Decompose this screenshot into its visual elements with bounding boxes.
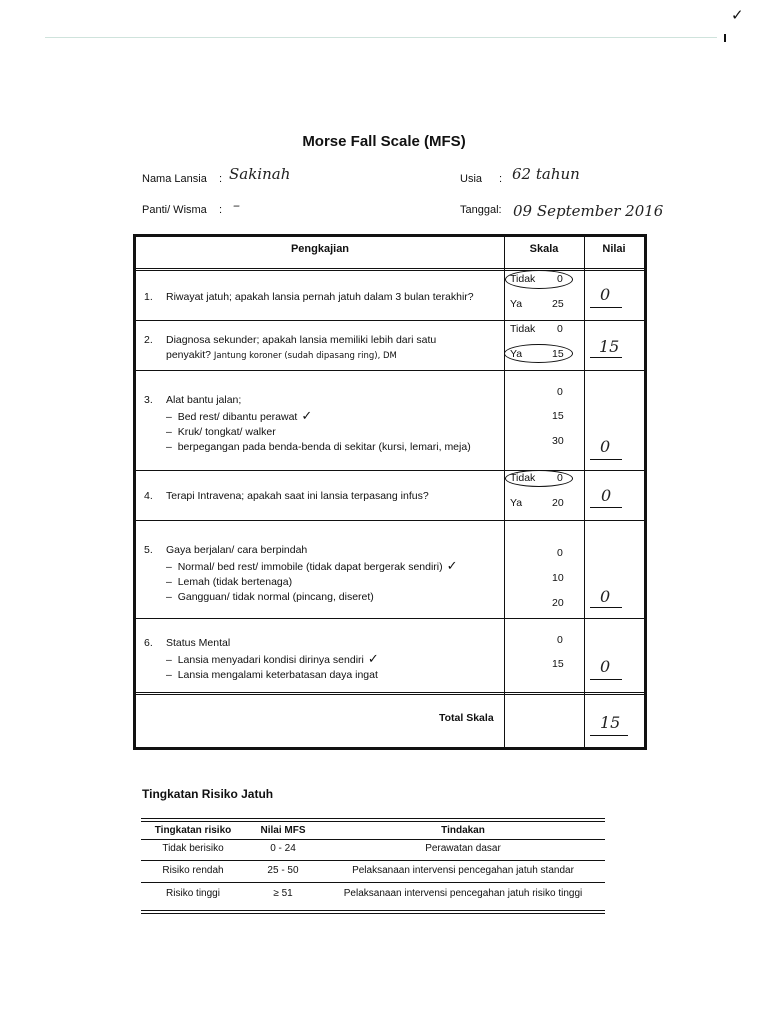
row-divider-2 (136, 370, 644, 371)
scale-value: 15 (552, 410, 564, 422)
item-number: 1. (144, 291, 153, 303)
scale-value: 20 (552, 597, 564, 609)
page-title: Morse Fall Scale (MFS) (302, 133, 466, 150)
total-underline (590, 735, 628, 736)
item-text (166, 543, 458, 605)
nilai-value: 0 (600, 657, 611, 676)
nilai-underline (590, 357, 622, 358)
check-mark: ✓ (446, 558, 458, 573)
row-divider-1 (136, 320, 644, 321)
nilai-value: 0 (600, 437, 611, 456)
scale-value: 15 (552, 348, 564, 360)
risk-cell: ≥ 51 (273, 888, 293, 899)
tanggal-label: Tanggal: (460, 204, 502, 216)
scale-value: 30 (552, 435, 564, 447)
item-text (166, 393, 471, 455)
header-divider (136, 268, 644, 271)
risk-header-tindakan: Tindakan (441, 825, 485, 836)
risk-row-rule (141, 860, 605, 861)
item-text-line: Alat bantu jalan; (166, 394, 242, 406)
scale-value: 0 (557, 273, 563, 285)
risk-cell: Risiko rendah (162, 865, 224, 876)
risk-cell: Pelaksanaan intervensi pencegahan jatuh risiko tinggi (343, 888, 583, 899)
nama-label: Nama Lansia (142, 173, 207, 185)
item-text (166, 636, 379, 683)
check-mark: ✓ (301, 408, 313, 423)
usia-colon: : (499, 173, 503, 185)
scale-value: 0 (557, 386, 563, 398)
usia-label: Usia (460, 173, 483, 185)
item-text-line: Gaya berjalan/ cara berpindah (166, 544, 308, 556)
option-menyadari: – Lansia menyadari kondisi dirinya sendiri ✓ (166, 651, 379, 666)
col-divider-nilai (584, 237, 585, 747)
item-number: 6. (144, 637, 153, 649)
risk-top-rule (141, 818, 605, 819)
item-text-line2: penyakit? (166, 349, 211, 361)
total-divider (136, 692, 644, 695)
item-number: 5. (144, 544, 153, 556)
risk-header-tingkatan: Tingkatan risiko (154, 825, 232, 836)
total-skala-label: Total Skala (439, 712, 494, 724)
item-number: 4. (144, 490, 153, 502)
nilai-underline (590, 307, 622, 308)
nilai-value: 15 (599, 337, 620, 356)
scale-label: Tidak (510, 323, 536, 335)
header-skala: Skala (529, 243, 559, 255)
scale-value: 20 (552, 497, 564, 509)
option-normal: – Normal/ bed rest/ immobile (tidak dapat bergerak sendiri) ✓ (166, 558, 458, 573)
row-divider-5 (136, 618, 644, 619)
risk-bottom-rule (141, 913, 605, 914)
risk-row-rule (141, 882, 605, 883)
nilai-underline (590, 607, 622, 608)
item-text (166, 333, 436, 364)
row-divider-3 (136, 470, 644, 471)
nilai-underline (590, 507, 622, 508)
risk-cell: 25 - 50 (267, 865, 299, 876)
item-text-line (166, 348, 436, 364)
option-lemah: – Lemah (tidak bertenaga) (166, 576, 293, 588)
scale-value: 0 (557, 472, 563, 484)
nilai-value: 0 (600, 285, 611, 304)
nilai-underline (590, 679, 622, 680)
nilai-value: 0 (600, 587, 611, 606)
scale-value: 15 (552, 658, 564, 670)
scale-value: 10 (552, 572, 564, 584)
item-text-line: Status Mental (166, 637, 231, 649)
option-kruk: – Kruk/ tongkat/ walker (166, 426, 276, 438)
nilai-value: 0 (601, 486, 612, 505)
risk-cell: Risiko tinggi (166, 888, 220, 899)
scale-value: 25 (552, 298, 564, 310)
col-divider-skala (504, 237, 505, 747)
item-number: 2. (144, 334, 153, 346)
row-divider-4 (136, 520, 644, 521)
header-nilai: Nilai (602, 243, 626, 255)
total-skala-value: 15 (600, 713, 621, 732)
risk-cell: Perawatan dasar (425, 843, 501, 854)
item-number: 3. (144, 394, 153, 406)
risk-cell: 0 - 24 (270, 843, 296, 854)
item-text: Riwayat jatuh; apakah lansia pernah jatuh dalam 3 bulan terakhir? (166, 291, 474, 303)
scale-label: Ya (510, 497, 523, 509)
scale-label: Ya (510, 298, 523, 310)
scale-label: Tidak (510, 472, 536, 484)
item-text: Terapi Intravena; apakah saat ini lansia terpasang infus? (166, 490, 429, 502)
panti-colon: : (219, 204, 223, 216)
risk-header-rule (141, 839, 605, 840)
nilai-underline (590, 459, 622, 460)
scale-value: 0 (557, 634, 563, 646)
scale-label: Tidak (510, 273, 536, 285)
panti-label: Panti/ Wisma (142, 204, 207, 216)
risk-cell: Pelaksanaan intervensi pencegahan jatuh standar (352, 865, 574, 876)
risk-bottom-rule (141, 910, 605, 911)
header-pengkajian: Pengkajian (290, 243, 350, 255)
option-gangguan: – Gangguan/ tidak normal (pincang, diseret) (166, 591, 374, 603)
nama-colon: : (219, 173, 223, 185)
scale-value: 0 (557, 547, 563, 559)
risk-cell: Tidak berisiko (162, 843, 224, 854)
diagnosis-note: Jantung koroner (sudah dipasang ring), DM (213, 351, 397, 361)
scale-value: 0 (557, 323, 563, 335)
risk-header-nilai: Nilai MFS (260, 825, 306, 836)
scan-edge-line (45, 37, 717, 38)
assessment-table (133, 234, 647, 750)
panti-value: – (233, 198, 240, 214)
option-bed-rest: – Bed rest/ dibantu perawat ✓ (166, 408, 313, 423)
risk-top-rule (141, 821, 605, 822)
nama-value: Sakinah (229, 165, 291, 183)
corner-check-mark: ✓ (731, 7, 744, 24)
scale-label: Ya (510, 348, 523, 360)
corner-tick-mark (724, 34, 726, 42)
option-berpegangan: – berpegangan pada benda-benda di sekitar (kursi, lemari, meja) (166, 441, 471, 453)
option-keterbatasan: – Lansia mengalami keterbatasan daya ingat (166, 669, 378, 681)
risk-title: Tingkatan Risiko Jatuh (142, 787, 274, 801)
usia-value: 62 tahun (512, 165, 580, 183)
tanggal-value: 09 September 2016 (513, 202, 664, 220)
check-mark: ✓ (367, 651, 379, 666)
item-text-line: Diagnosa sekunder; apakah lansia memiliki lebih dari satu (166, 334, 437, 346)
